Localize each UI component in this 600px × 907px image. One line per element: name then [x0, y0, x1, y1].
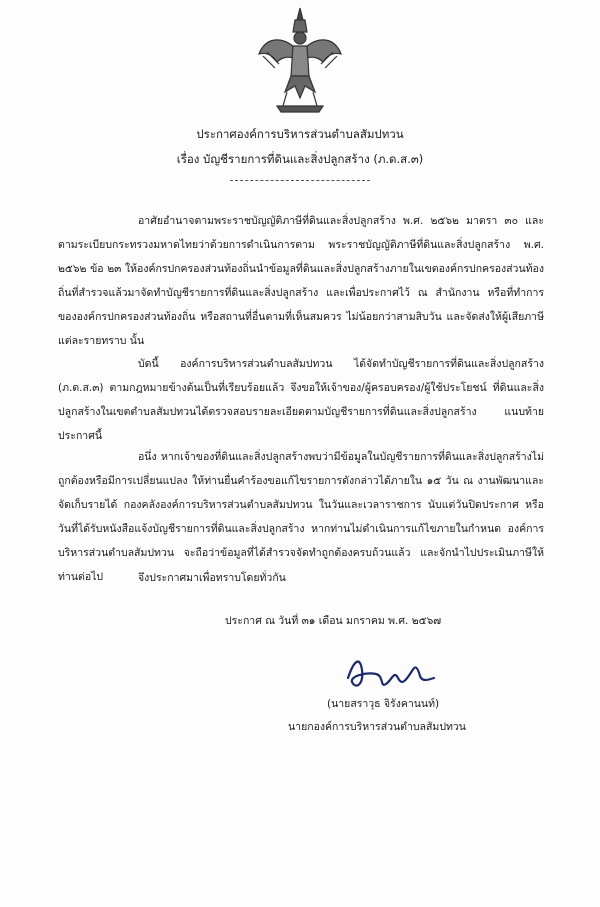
announcement-title: ประกาศองค์การบริหารส่วนตำบลสัมปทวน — [196, 127, 404, 141]
signer-title: นายกองค์การบริหารส่วนตำบลสัมปทวน — [288, 721, 466, 733]
paragraph-notice: บัดนี้ องค์การบริหารส่วนตำบลสัมปทวน ได้จัดทำบัญชีรายการที่ดินและสิ่งปลูกสร้าง (ภ.ด.ส.๓) ตามกฎหมายข้างต้นเป็นที่เรียบร้อยแล้ว จึงขอให้เจ้าของ/ผู้ครอบครอง/ผู้ใช้ประโยชน์ ที่ดินและสิ่งปลูกสร้างในเขตตำบลสัมปทวนได้ตรวจสอบรายละเอียดตามบัญชีรายการที่ดินและสิ่งปลูกสร้าง แนบท้ายประกาศนี้ — [58, 357, 544, 442]
signer-name: (นายสราวุธ จิรังคานนท์) — [327, 698, 440, 710]
paragraph-correction: อนึ่ง หากเจ้าของที่ดินและสิ่งปลูกสร้างพบว่ามีข้อมูลในบัญชีรายการที่ดินและสิ่งปลูกสร้างไม่ถูกต้องหรือมีการเปลี่ยนแปลง ให้ท่านยื่นคำร้องขอแก้ไขรายการดังกล่าวได้ภายใน ๑๕ วัน ณ งานพัฒนาและจัดเก็บรายได้ กองคลังองค์การบริหารส่วนตำบลสัมปทวน ในวันและเวลาราชการ นับแต่วันปิดประกาศ หรือวันที่ได้รับหนังสือแจ้งบัญชีรายการที่ดินและสิ่งปลูกสร้าง หากท่านไม่ดำเนินการแก้ไขภายในกำหนด องค์การบริหารส่วนตำบลสัมปทวน จะถือว่าข้อมูลที่ได้สำรวจจัดทำถูกต้องครบถ้วนแล้ว และจักนำไปประเมินภาษีให้ท่านต่อไป — [58, 450, 544, 583]
paragraph-authority: อาศัยอำนาจตามพระราชบัญญัติภาษีที่ดินและสิ่งปลูกสร้าง พ.ศ. ๒๕๖๒ มาตรา ๓๐ และตามระเบียบกระทรวงมหาดไทยว่าด้วยการดำเนินการตาม พระราชบัญญัติภาษีที่ดินและสิ่งปลูกสร้าง พ.ศ. ๒๕๖๒ ข้อ ๒๓ ให้องค์กรปกครองส่วนท้องถิ่นนำข้อมูลที่ดินและสิ่งปลูกสร้างภายในเขตองค์กรปกครองส่วนท้องถิ่นที่สำรวจแล้วมาจัดทำบัญชีรายการที่ดินและสิ่งปลูกสร้าง และเพื่อประกาศไว้ ณ สำนักงาน หรือที่ทำการขององค์กรปกครองส่วนท้องถิ่น หรือสถานที่อื่นตามที่เห็นสมควร ไม่น้อยกว่าสามสิบวัน และจัดส่งให้ผู้เสียภาษีแต่ละรายทราบ นั้น — [58, 214, 544, 347]
handwritten-signature — [340, 650, 440, 695]
closing-statement: จึงประกาศมาเพื่อทราบโดยทั่วกัน — [138, 572, 286, 584]
announcement-subject: เรื่อง บัญชีรายการที่ดินและสิ่งปลูกสร้าง (ภ.ด.ส.๓) — [176, 152, 424, 166]
announcement-date: ประกาศ ณ วันที่ ๓๑ เดือน มกราคม พ.ศ. ๒๕๖๗ — [225, 615, 442, 627]
garuda-emblem-icon — [255, 6, 345, 116]
divider-line — [230, 180, 370, 181]
